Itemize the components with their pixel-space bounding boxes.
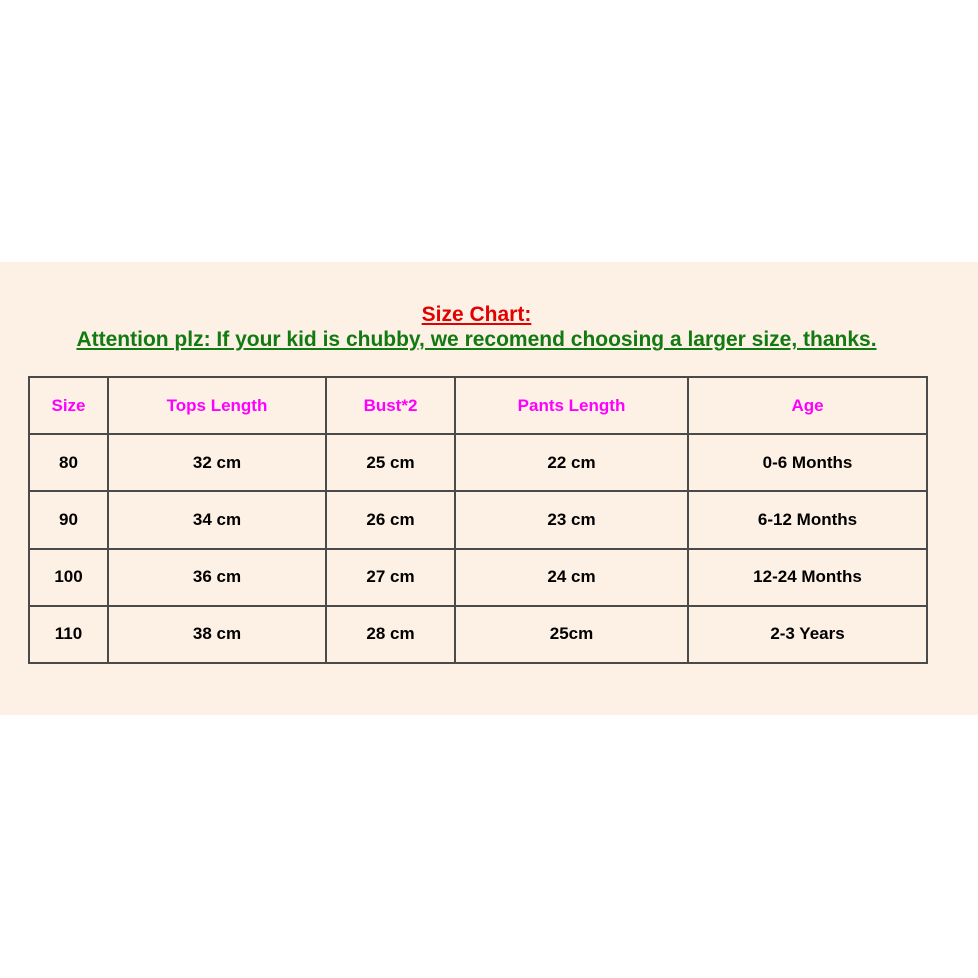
table-row	[29, 606, 927, 663]
table-row	[29, 434, 927, 491]
header-pants-length: Pants Length	[455, 377, 688, 434]
cell-bust: 27 cm	[326, 549, 455, 606]
table-header-row	[29, 377, 927, 434]
header-size: Size	[29, 377, 108, 434]
header-tops-length: Tops Length	[108, 377, 326, 434]
cell-tops-length: 34 cm	[108, 491, 326, 548]
cell-age: 12-24 Months	[688, 549, 927, 606]
cell-age: 0-6 Months	[688, 434, 927, 491]
cell-size: 80	[29, 434, 108, 491]
header-bust: Bust*2	[326, 377, 455, 434]
cell-age: 6-12 Months	[688, 491, 927, 548]
cell-bust: 25 cm	[326, 434, 455, 491]
table-row	[29, 491, 927, 548]
cell-age: 2-3 Years	[688, 606, 927, 663]
size-chart-panel	[0, 262, 978, 715]
header-age: Age	[688, 377, 927, 434]
cell-size: 90	[29, 491, 108, 548]
cell-tops-length: 38 cm	[108, 606, 326, 663]
page-title: Size Chart:	[421, 303, 532, 326]
cell-pants-length: 25cm	[455, 606, 688, 663]
cell-size: 110	[29, 606, 108, 663]
size-table	[28, 376, 928, 664]
cell-size: 100	[29, 549, 108, 606]
table-row	[29, 549, 927, 606]
cell-tops-length: 32 cm	[108, 434, 326, 491]
attention-note: Attention plz: If your kid is chubby, we recomend choosing a larger size, thanks.	[76, 328, 877, 351]
cell-bust: 28 cm	[326, 606, 455, 663]
cell-pants-length: 24 cm	[455, 549, 688, 606]
cell-pants-length: 22 cm	[455, 434, 688, 491]
cell-tops-length: 36 cm	[108, 549, 326, 606]
cell-pants-length: 23 cm	[455, 491, 688, 548]
cell-bust: 26 cm	[326, 491, 455, 548]
